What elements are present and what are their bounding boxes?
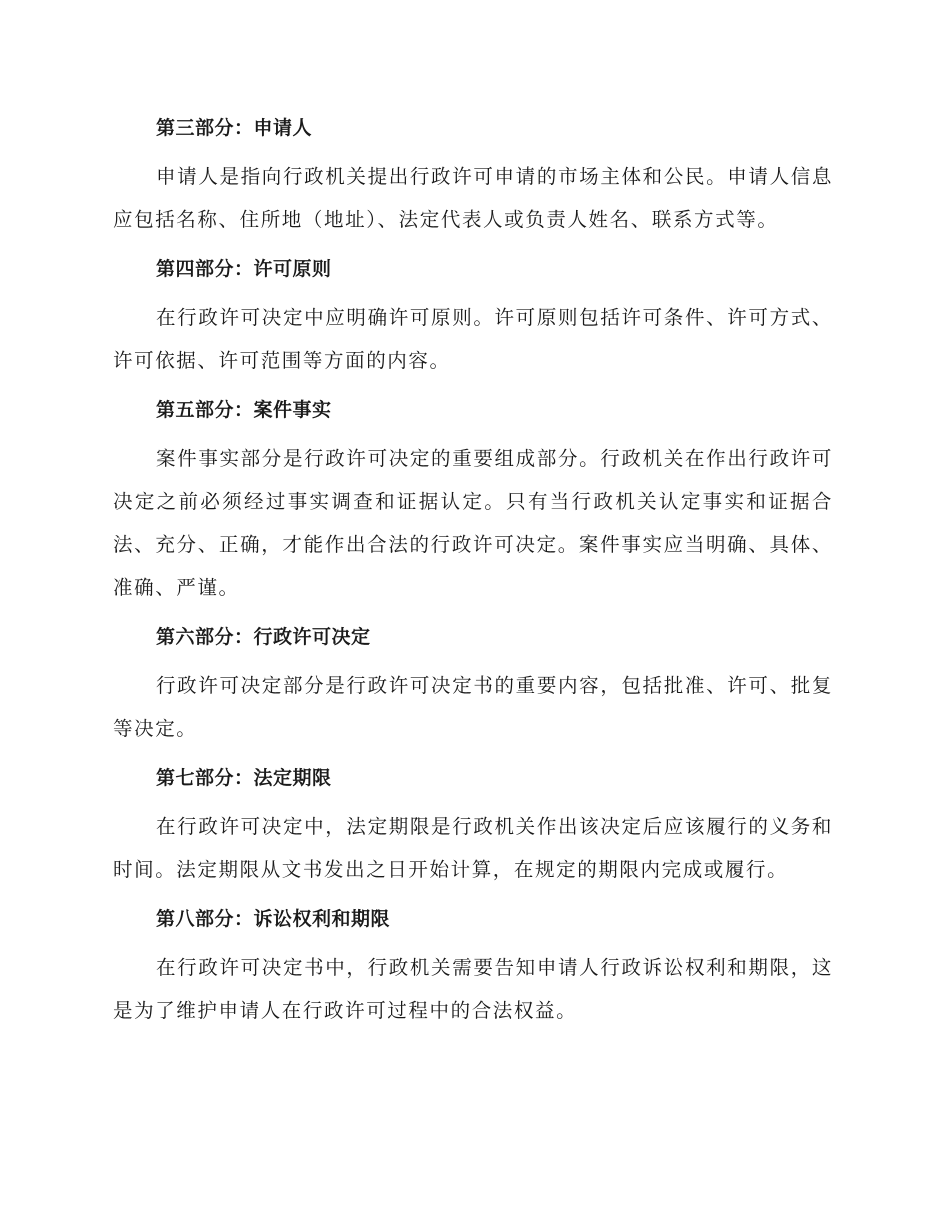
section-paragraph: 在行政许可决定中，法定期限是行政机关作出该决定后应该履行的义务和时间。法定期限从文书发出之日开始计算，在规定的期限内完成或履行。 [113, 815, 833, 881]
section-litigation-rights [113, 899, 833, 1032]
section-paragraph: 在行政许可决定中应明确许可原则。许可原则包括许可条件、许可方式、许可依据、许可范围等方面的内容。 [113, 306, 833, 372]
section-license-decision [113, 617, 833, 750]
section-heading: 第六部分：行政许可决定 [156, 626, 371, 648]
document-body [113, 108, 833, 1040]
section-heading: 第四部分：许可原则 [156, 258, 332, 280]
section-paragraph: 申请人是指向行政机关提出行政许可申请的市场主体和公民。申请人信息应包括名称、住所地（地址）、法定代表人或负责人姓名、联系方式等。 [113, 165, 833, 231]
section-heading: 第八部分：诉讼权利和期限 [156, 908, 391, 930]
section-heading: 第五部分：案件事实 [156, 399, 332, 421]
section-license-principle [113, 249, 833, 382]
section-case-facts [113, 390, 833, 609]
section-heading: 第七部分：法定期限 [156, 767, 332, 789]
section-paragraph: 案件事实部分是行政许可决定的重要组成部分。行政机关在作出行政许可决定之前必须经过事实调查和证据认定。只有当行政机关认定事实和证据合法、充分、正确，才能作出合法的行政许可决定。案件事实应当明确、具体、准确、严谨。 [113, 447, 833, 599]
section-statutory-period [113, 758, 833, 891]
section-paragraph: 行政许可决定部分是行政许可决定书的重要内容，包括批准、许可、批复等决定。 [113, 674, 833, 740]
section-applicant [113, 108, 833, 241]
section-paragraph: 在行政许可决定书中，行政机关需要告知申请人行政诉讼权利和期限，这是为了维护申请人在行政许可过程中的合法权益。 [113, 956, 833, 1022]
section-heading: 第三部分：申请人 [156, 117, 313, 139]
